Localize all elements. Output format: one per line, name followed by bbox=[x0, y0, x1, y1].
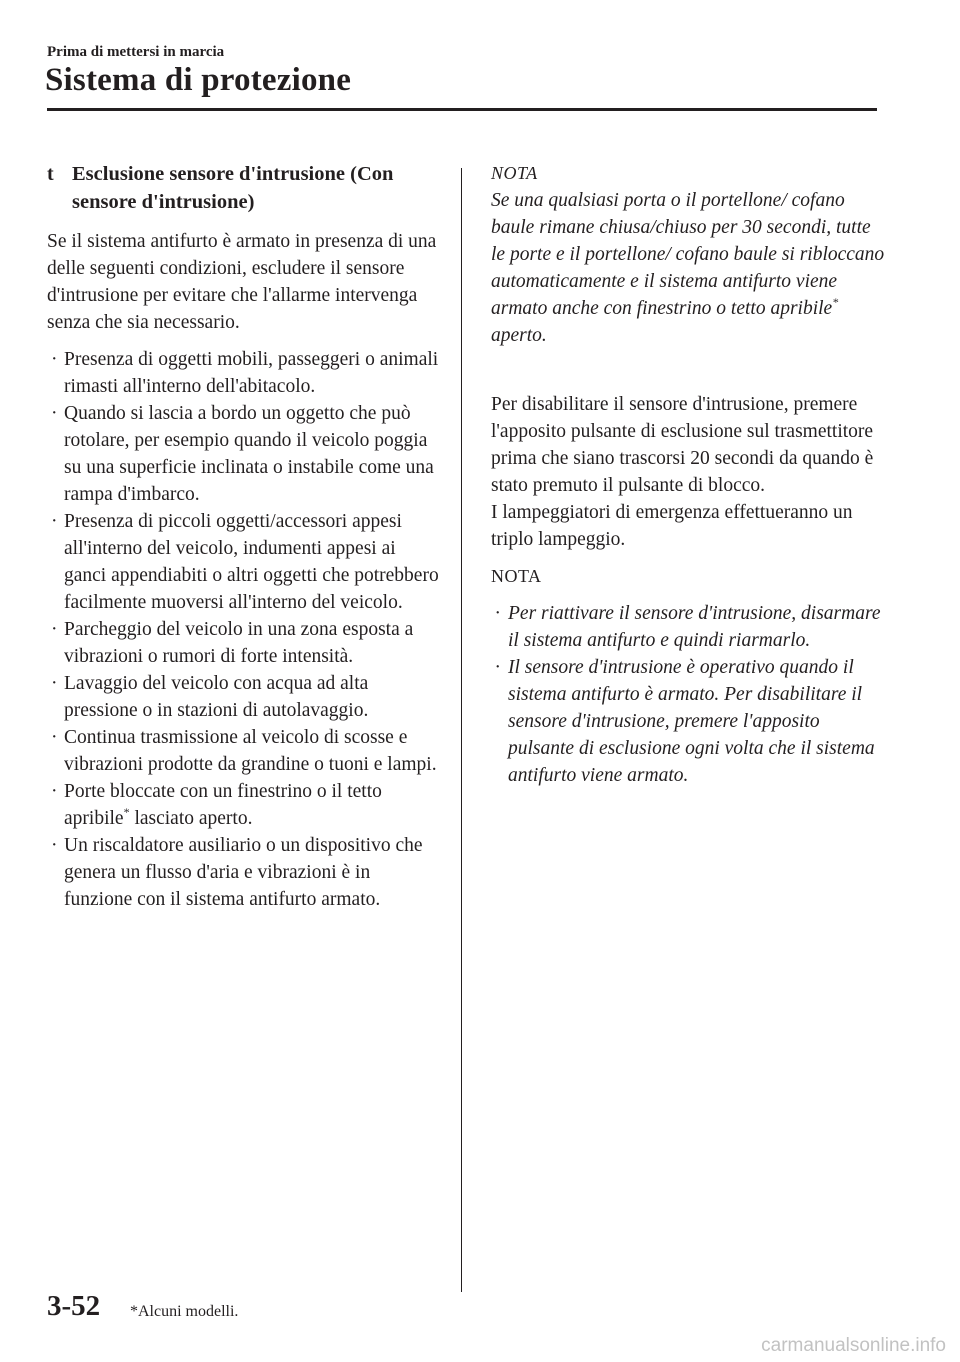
bullet-icon: · bbox=[495, 603, 500, 624]
note-label: NOTA bbox=[491, 163, 538, 183]
list-item: · Lavaggio del veicolo con acqua ad alta pressione o in stazioni di autolavaggio. bbox=[47, 670, 442, 724]
note-label: NOTA bbox=[491, 566, 542, 586]
bullet-icon: · bbox=[51, 835, 58, 856]
hazard-info: I lampeggiatori di emergenza effettueranno un triplo lampeggio. bbox=[491, 502, 853, 550]
list-item: · Presenza di oggetti mobili, passeggeri o animali rimasti all'interno dell'abitacolo. bbox=[47, 346, 442, 400]
subsection-heading-text: Esclusione sensore d'intrusione (Con sensore d'intrusione) bbox=[72, 163, 394, 213]
list-item: · Presenza di piccoli oggetti/accessori appesi all'interno del veicolo, indumenti appesi ai ganci appendiabiti o altri oggetti che potrebbero facilmente muoversi all'interno del veicolo. bbox=[47, 508, 442, 616]
column-divider bbox=[461, 168, 462, 1292]
bullet-icon: · bbox=[51, 727, 58, 748]
disable-instructions: Per disabilitare il sensore d'intrusione, premere l'apposito pulsante di esclusione sul trasmettitore prima che siano trascorsi 20 secondi da quando è stato premuto il pulsante di blocco. bbox=[491, 394, 874, 496]
bullet-icon: · bbox=[51, 673, 58, 694]
page-number: 3-52 bbox=[47, 1290, 101, 1322]
watermark: carmanualsonline.info bbox=[761, 1335, 946, 1356]
footnote-marker: * bbox=[123, 805, 130, 819]
condition-list bbox=[47, 346, 442, 913]
bullet-icon: · bbox=[51, 511, 58, 532]
bullet-icon: · bbox=[51, 619, 58, 640]
footnote-marker: * bbox=[832, 295, 839, 309]
list-item: · Porte bloccate con un finestrino o il tetto apribile* lasciato aperto. bbox=[47, 778, 442, 832]
left-column bbox=[47, 160, 442, 913]
list-item: · Per riattivare il sensore d'intrusione, disarmare il sistema antifurto e quindi riarmarlo. bbox=[491, 600, 886, 654]
right-column bbox=[491, 160, 886, 789]
subsection-heading bbox=[47, 160, 442, 216]
page-title: Sistema di protezione bbox=[45, 62, 352, 98]
section-label: Prima di mettersi in marcia bbox=[47, 44, 225, 60]
note-list bbox=[491, 600, 886, 789]
list-item: · Quando si lascia a bordo un oggetto che può rotolare, per esempio quando il veicolo poggia su una superficie inclinata o instabile come una rampa d'imbarco. bbox=[47, 400, 442, 508]
bullet-icon: · bbox=[51, 403, 58, 424]
bullet-icon: · bbox=[51, 349, 58, 370]
list-item: · Continua trasmissione al veicolo di scosse e vibrazioni prodotte da grandine o tuoni e lampi. bbox=[47, 724, 442, 778]
note-block bbox=[491, 160, 886, 349]
header-divider bbox=[47, 108, 877, 111]
bullet-icon: · bbox=[495, 657, 500, 678]
list-item: · Parcheggio del veicolo in una zona esposta a vibrazioni o rumori di forte intensità. bbox=[47, 616, 442, 670]
footnote: *Alcuni modelli. bbox=[130, 1303, 239, 1320]
note-text: Se una qualsiasi porta o il portellone/ cofano baule rimane chiusa/chiuso per 30 secondi, tutte le porte e il portellone/ cofano baule si ribloccano automaticamente e il sistema antifurto viene armato anche con finestrino o tetto apribile* aperto. bbox=[491, 190, 885, 346]
heading-marker-icon: t bbox=[47, 163, 54, 185]
bullet-icon: · bbox=[51, 781, 58, 802]
intro-paragraph: Se il sistema antifurto è armato in presenza di una delle seguenti condizioni, escludere il sensore d'intrusione per evitare che l'allarme intervenga senza che sia necessario. bbox=[47, 231, 437, 333]
list-item: · Un riscaldatore ausiliario o un dispositivo che genera un flusso d'aria e vibrazioni è in funzione con il sistema antifurto armato. bbox=[47, 832, 442, 913]
list-item: · Il sensore d'intrusione è operativo quando il sistema antifurto è armato. Per disabilitare il sensore d'intrusione, premere l'apposito pulsante di esclusione ogni volta che il sistema antifurto viene armato. bbox=[491, 654, 886, 789]
